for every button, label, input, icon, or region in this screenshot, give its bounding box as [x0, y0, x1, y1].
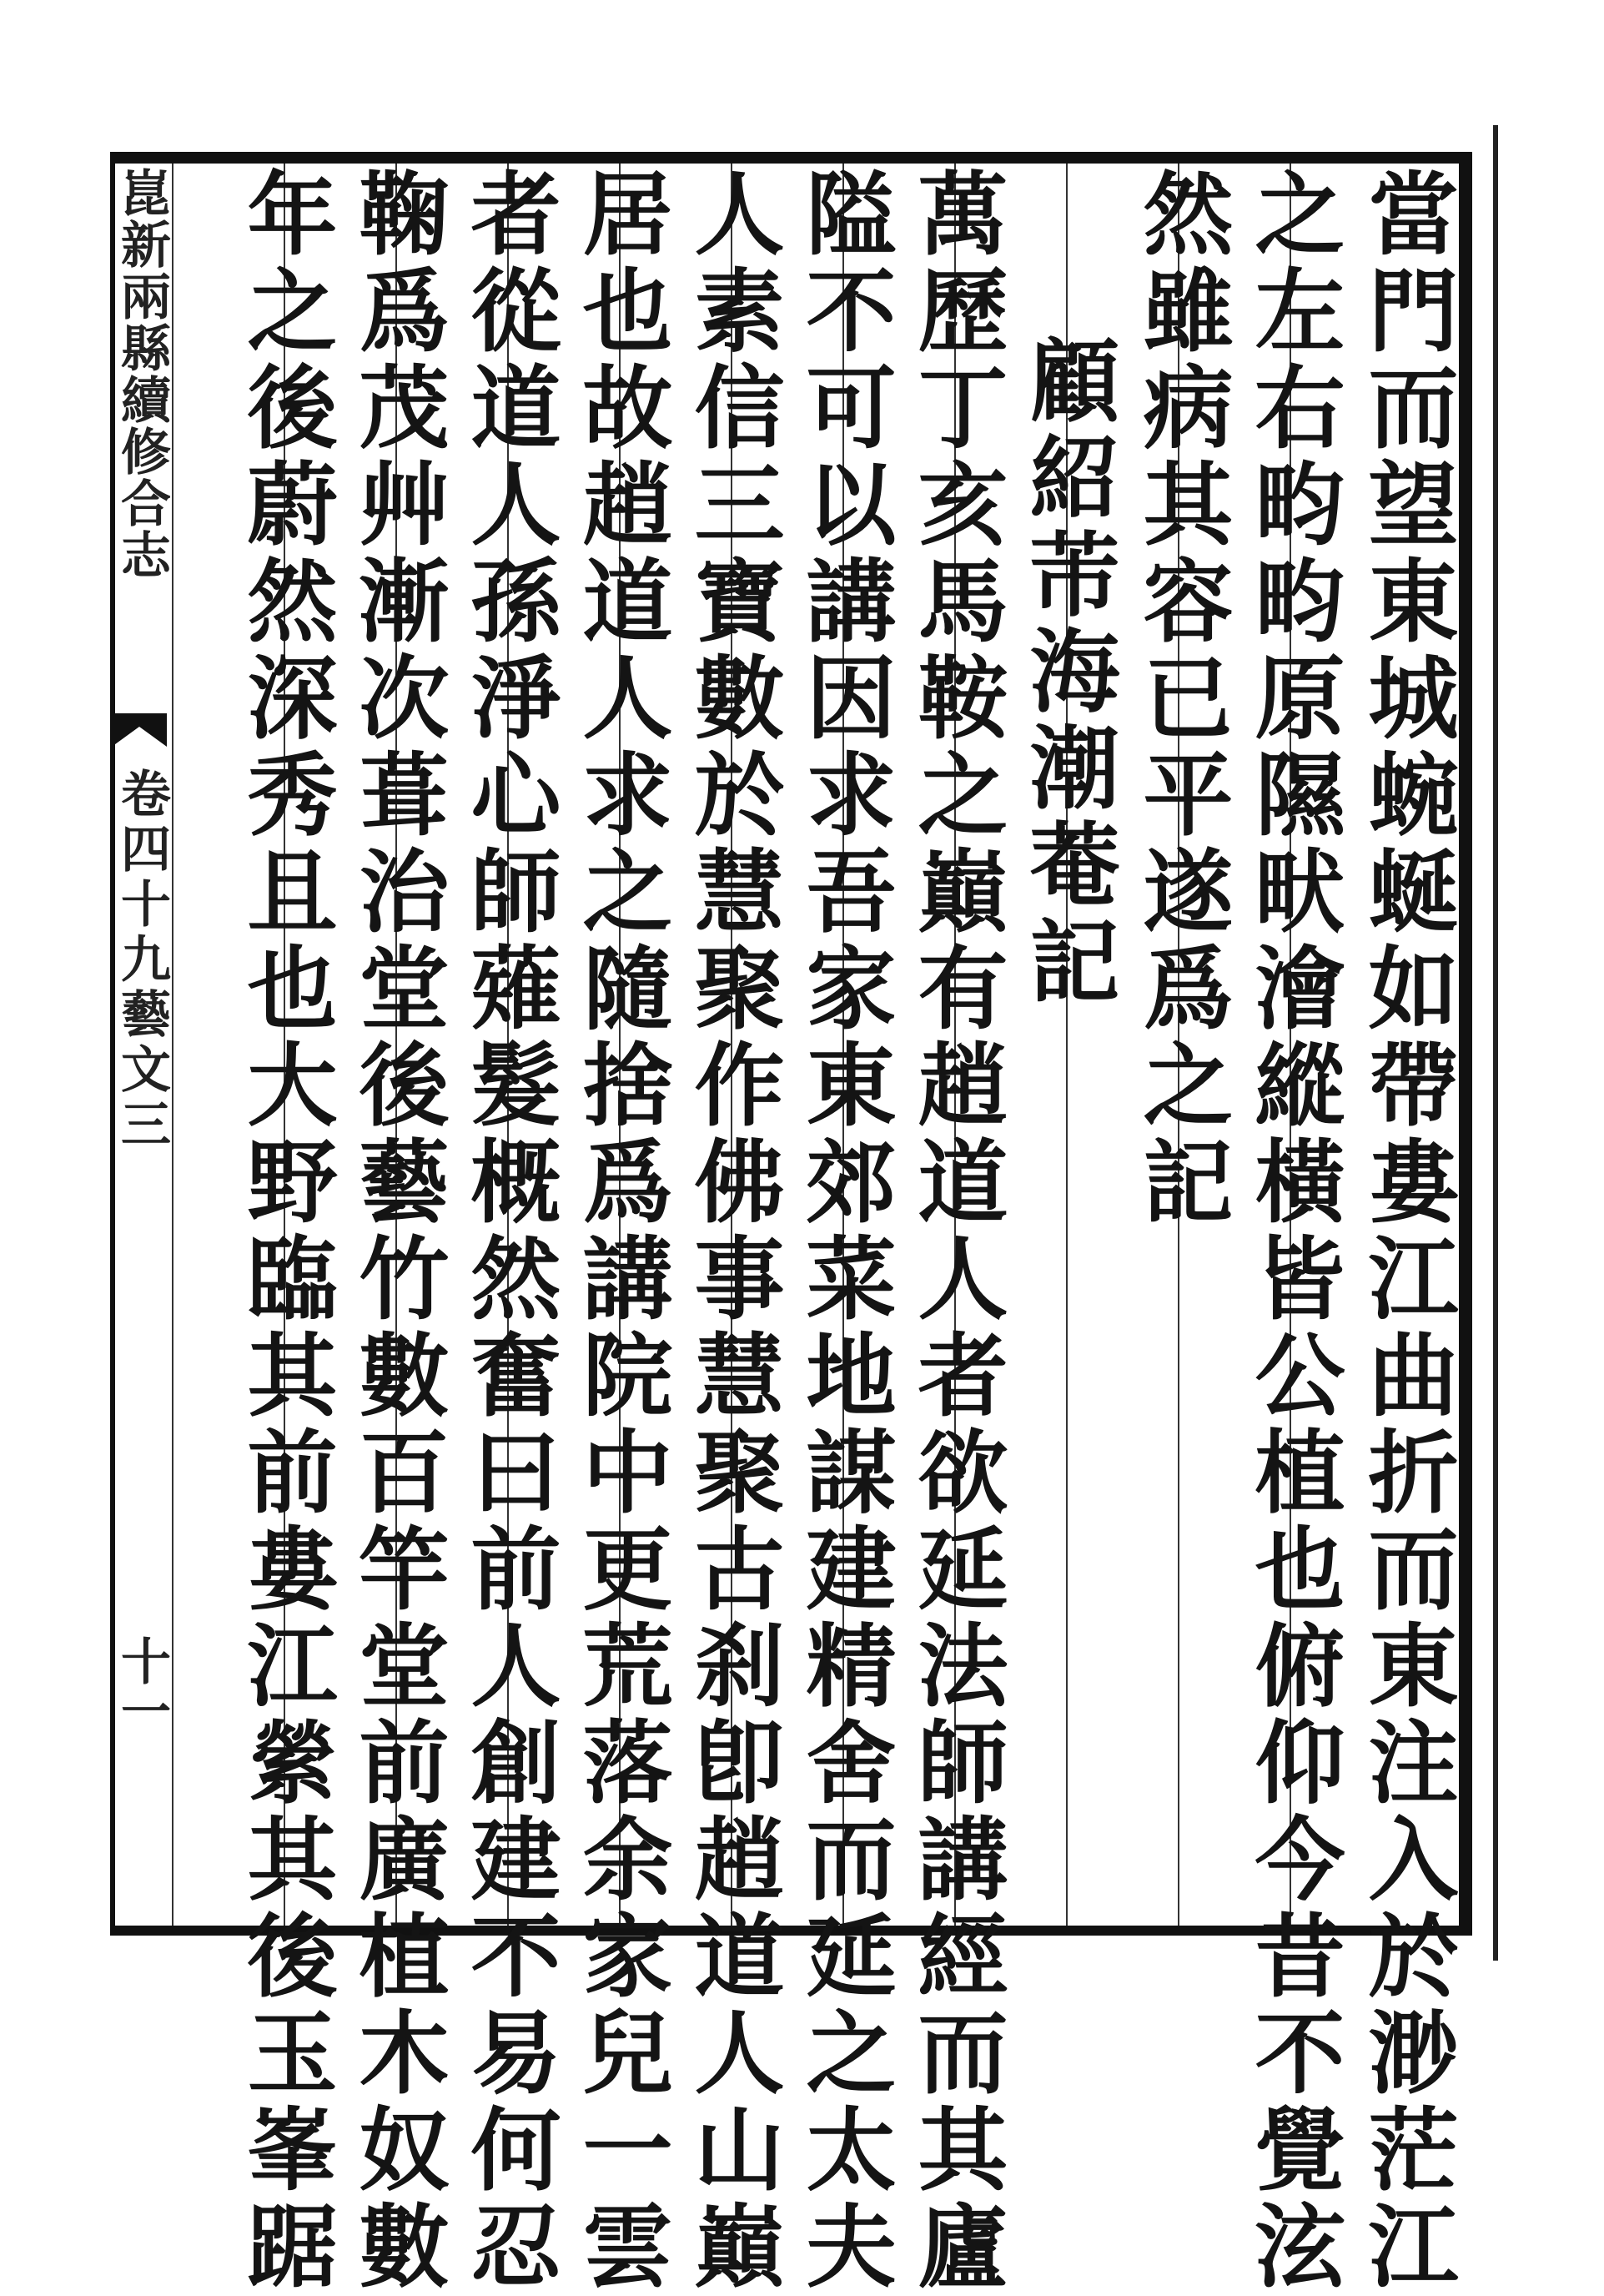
text-column-6: 隘不可以講因求吾家東郊菜地謀建精舍而延之太夫	[791, 167, 896, 2296]
margin-section-title: 卷四十九藝文三	[113, 768, 171, 1153]
margin-folio-number: 十一	[113, 1635, 171, 1735]
column-divider	[172, 164, 173, 1926]
text-column-2: 之左右畇畇原隰畎澮縱橫皆公植也俯仰今昔不覺泫	[1239, 167, 1345, 2296]
outer-edge-line	[1493, 125, 1498, 1961]
text-column-10: 鞠爲茂艸漸次葺治堂後藝竹數百竿堂前廣植木奴數	[344, 167, 449, 2296]
essay-title-column: 顧紹芾海潮菴記	[1014, 334, 1119, 1011]
text-column-1: 當門而望東城蜿蜒如帶婁江曲折而東注入於渺茫江	[1353, 167, 1458, 2296]
margin-book-title: 崑新兩縣續修合志	[113, 167, 171, 581]
text-column-9: 者從道人孫淨心師薙髮概然奮曰前人創建不易何忍	[455, 167, 561, 2296]
text-column-3: 然雖病其容已平遂爲之記	[1128, 167, 1233, 1231]
text-column-11: 年之後蔚然深秀且也大野臨其前婁江縈其後玉峯踞	[232, 167, 337, 2296]
text-column-8: 居也故趙道人求之隨捨爲講院中更荒落余家兒一雲	[567, 167, 672, 2296]
text-column-7: 人素信三寶數於慧聚作佛事慧聚古刹卽趙道人山巔	[679, 167, 784, 2296]
text-column-5: 萬歷丁亥馬鞍之巔有趙道人者欲延法師講經而其廬	[903, 167, 1008, 2296]
